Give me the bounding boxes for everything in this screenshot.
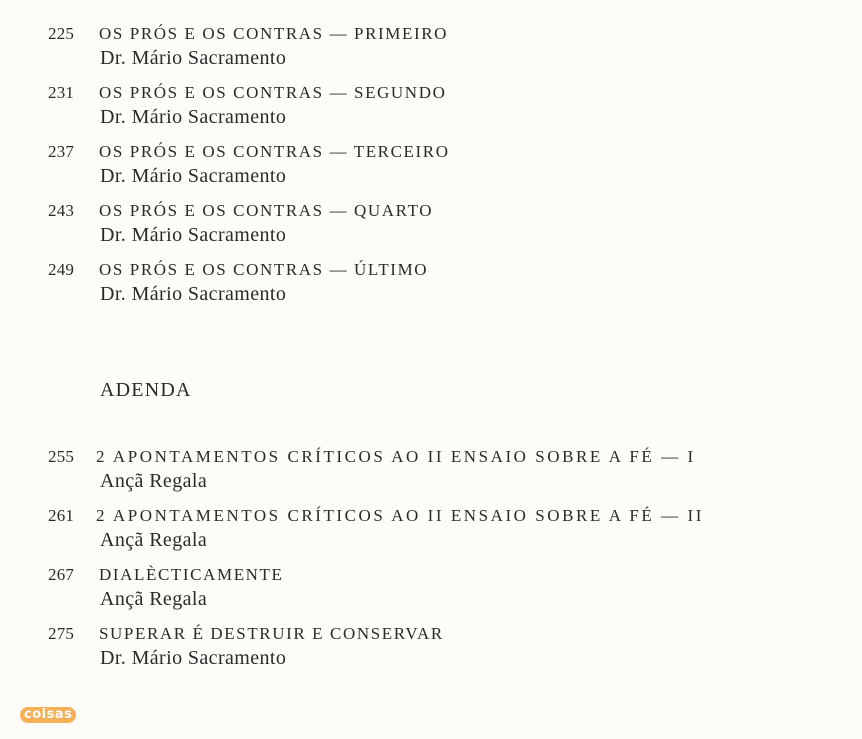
page-number: 255 bbox=[48, 447, 75, 466]
page-number: 237 bbox=[48, 142, 75, 161]
entry-title: OS PRÓS E OS CONTRAS — TERCEIRO bbox=[99, 142, 450, 161]
page-number: 261 bbox=[48, 506, 75, 525]
entry-author: Ançã Regala bbox=[100, 588, 208, 610]
entry-author: Dr. Mário Sacramento bbox=[100, 647, 287, 669]
entry-title: 2 APONTAMENTOS CRÍTICOS AO II ENSAIO SOBRE A FÉ — II bbox=[96, 506, 704, 525]
entry-title: OS PRÓS E OS CONTRAS — PRIMEIRO bbox=[99, 24, 449, 43]
page-number: 275 bbox=[48, 624, 75, 643]
entry-title: DIALÈCTICAMENTE bbox=[99, 565, 284, 584]
entry-author: Dr. Mário Sacramento bbox=[100, 165, 287, 187]
entry-title: OS PRÓS E OS CONTRAS — QUARTO bbox=[99, 201, 434, 220]
page-number: 267 bbox=[48, 565, 75, 584]
entry-author: Dr. Mário Sacramento bbox=[100, 106, 287, 128]
section-heading: ADENDA bbox=[100, 379, 192, 401]
page-number: 243 bbox=[48, 201, 75, 220]
entry-author: Dr. Mário Sacramento bbox=[100, 224, 287, 246]
entry-author: Ançã Regala bbox=[100, 470, 208, 492]
entry-title: OS PRÓS E OS CONTRAS — ÚLTIMO bbox=[99, 260, 429, 279]
entry-title: SUPERAR É DESTRUIR E CONSERVAR bbox=[99, 624, 444, 643]
page-number: 231 bbox=[48, 83, 75, 102]
entry-author: Ançã Regala bbox=[100, 529, 208, 551]
entry-author: Dr. Mário Sacramento bbox=[100, 47, 287, 69]
entry-author: Dr. Mário Sacramento bbox=[100, 283, 287, 305]
page-number: 249 bbox=[48, 260, 75, 279]
page-number: 225 bbox=[48, 24, 75, 43]
entry-title: 2 APONTAMENTOS CRÍTICOS AO II ENSAIO SOBRE A FÉ — I bbox=[96, 447, 696, 466]
watermark-logo: coisas bbox=[20, 707, 76, 723]
entry-title: OS PRÓS E OS CONTRAS — SEGUNDO bbox=[99, 83, 447, 102]
